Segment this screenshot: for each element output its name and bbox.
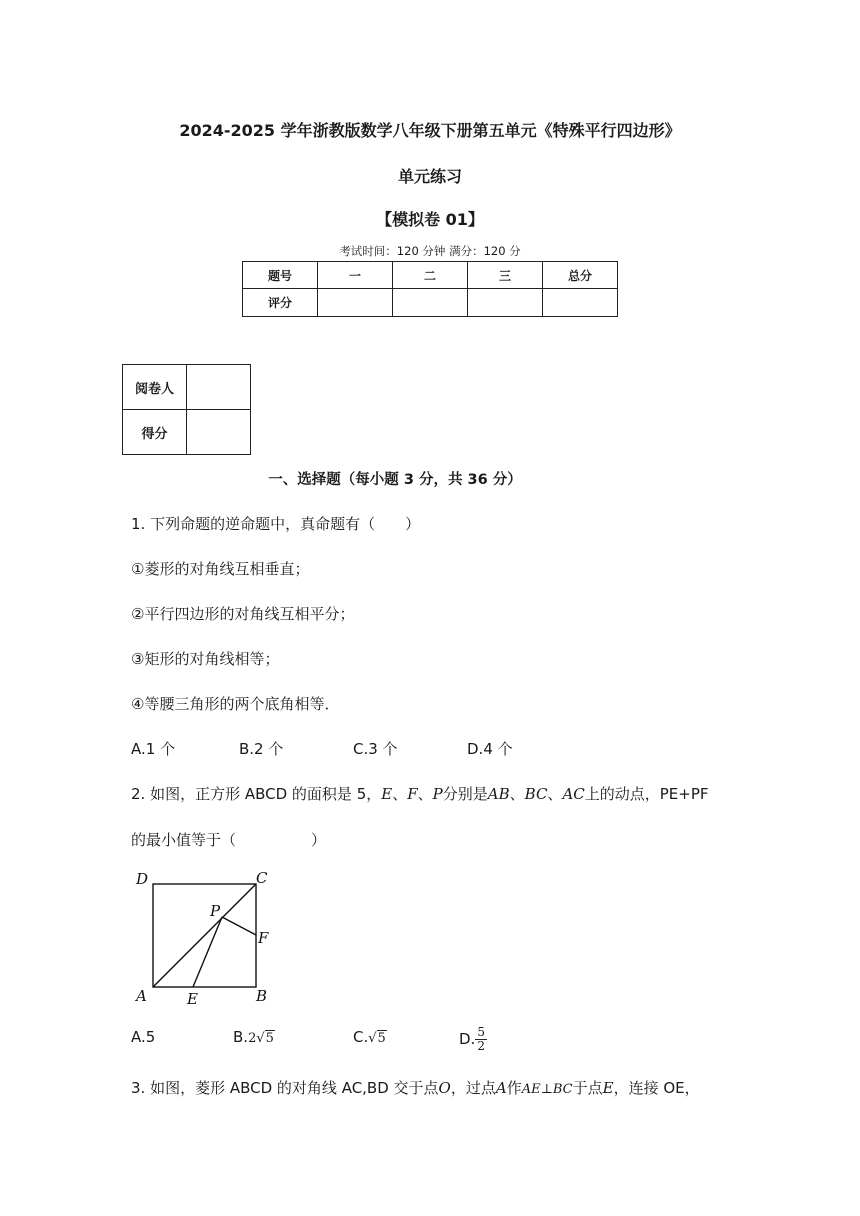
sqrt-expression: √5 (368, 1031, 386, 1046)
q3-stem-b: ，过点 (450, 1079, 496, 1097)
q1-option-d[interactable]: D.4 个 (467, 740, 513, 758)
segment-bc: BC (524, 785, 548, 803)
score-table (242, 261, 618, 317)
sep: 、 (509, 785, 525, 803)
label-c: C (256, 869, 268, 887)
score-header-cell: 一 (318, 262, 393, 289)
sep: 、 (417, 785, 433, 803)
sqrt-expression: 2√5 (248, 1031, 274, 1046)
q2-option-c-prefix: C. (353, 1028, 369, 1046)
grader-cell[interactable] (187, 365, 251, 410)
grader-row (123, 365, 251, 410)
q2-options (0, 1024, 860, 1058)
score-header-cell: 二 (393, 262, 468, 289)
q2-option-b-prefix: B. (233, 1028, 249, 1046)
segment-pe (193, 917, 222, 987)
sep: 、 (392, 785, 408, 803)
numerator: 5 (477, 1025, 485, 1039)
coefficient: 2 (248, 1031, 257, 1046)
segment-ab: AB (487, 785, 510, 803)
label-f: F (258, 929, 269, 947)
score-header-cell: 题号 (243, 262, 318, 289)
label-e: E (187, 990, 198, 1008)
score-header-cell: 总分 (543, 262, 618, 289)
q2-option-c[interactable] (353, 1028, 387, 1046)
var-a: A (495, 1079, 507, 1097)
q1-options (0, 738, 860, 760)
score-header-cell: 三 (468, 262, 543, 289)
denominator: 2 (477, 1039, 485, 1053)
grader-label: 阅卷人 (123, 365, 187, 410)
var-e: E (602, 1079, 614, 1097)
q1-item-3: ③矩形的对角线相等； (131, 650, 280, 668)
label-b: B (256, 987, 268, 1005)
q3-stem-d: 于点 (572, 1079, 603, 1097)
q1-option-a[interactable]: A.1 个 (131, 740, 176, 758)
q1-item-4: ④等腰三角形的两个底角相等． (131, 695, 340, 713)
score-row-label: 评分 (243, 289, 318, 317)
q1-option-c[interactable]: C.3 个 (353, 740, 398, 758)
q2-option-a[interactable]: A.5 (131, 1028, 156, 1046)
q3-stem-e: ，连接 OE， (613, 1079, 700, 1097)
sep: 、 (547, 785, 563, 803)
label-p: P (210, 902, 221, 920)
segment-ac: AC (562, 785, 585, 803)
q1-option-b[interactable]: B.2 个 (239, 740, 284, 758)
q2-option-d-prefix: D. (459, 1030, 476, 1048)
section-title: 一、选择题（每小题 3 分，共 36 分） (268, 472, 522, 488)
score-cell[interactable] (393, 289, 468, 317)
score-table-header-row (243, 262, 618, 289)
segment-pf (222, 917, 256, 935)
q3-stem-a: 3. 如图，菱形 ABCD 的对角线 AC,BD 交于点 (131, 1079, 439, 1097)
perpendicular-expression: AE⊥BC (521, 1082, 573, 1097)
var-f: F (407, 785, 418, 803)
score-cell[interactable] (543, 289, 618, 317)
q2-stem-line-2: 的最小值等于（ ） (131, 831, 327, 849)
title-line-2: 单元练习 (397, 167, 462, 186)
var-e: E (381, 785, 393, 803)
q2-stem-b: 分别是 (442, 785, 488, 803)
q2-stem-a: 2. 如图，正方形 ABCD 的面积是 5， (131, 785, 382, 803)
q1-stem: 1. 下列命题的逆命题中，真命题有（ ） (131, 515, 421, 533)
title-line-1: 2024-2025 学年浙教版数学八年级下册第五单元《特殊平行四边形》 (179, 121, 681, 140)
label-d: D (136, 870, 149, 888)
score-cell[interactable] (318, 289, 393, 317)
grader-table (122, 364, 251, 455)
q2-option-b[interactable] (233, 1028, 275, 1046)
diagonal-ac (153, 884, 256, 987)
q3-stem-c: 作 (506, 1079, 522, 1097)
score-cell[interactable] (468, 289, 543, 317)
q1-item-2: ②平行四边形的对角线互相平分； (131, 605, 355, 623)
q2-stem-c: 上的动点，PE+PF (584, 785, 709, 803)
label-a: A (136, 987, 147, 1005)
q2-option-d[interactable] (459, 1026, 487, 1053)
exam-info: 考试时间：120 分钟 满分：120 分 (339, 244, 521, 258)
score-value-cell[interactable] (187, 410, 251, 455)
grader-row (123, 410, 251, 455)
score-table-row (243, 289, 618, 317)
var-p: P (432, 785, 443, 803)
q3-stem (131, 1077, 700, 1098)
fraction (475, 1026, 487, 1053)
title-line-3: 【模拟卷 01】 (376, 210, 484, 229)
var-o: O (438, 1079, 451, 1097)
q2-stem (131, 783, 709, 804)
radicand: 5 (265, 1031, 274, 1046)
square-figure (128, 862, 278, 1012)
radicand: 5 (377, 1031, 386, 1046)
score-label: 得分 (123, 410, 187, 455)
q1-item-1: ①菱形的对角线互相垂直； (131, 560, 310, 578)
